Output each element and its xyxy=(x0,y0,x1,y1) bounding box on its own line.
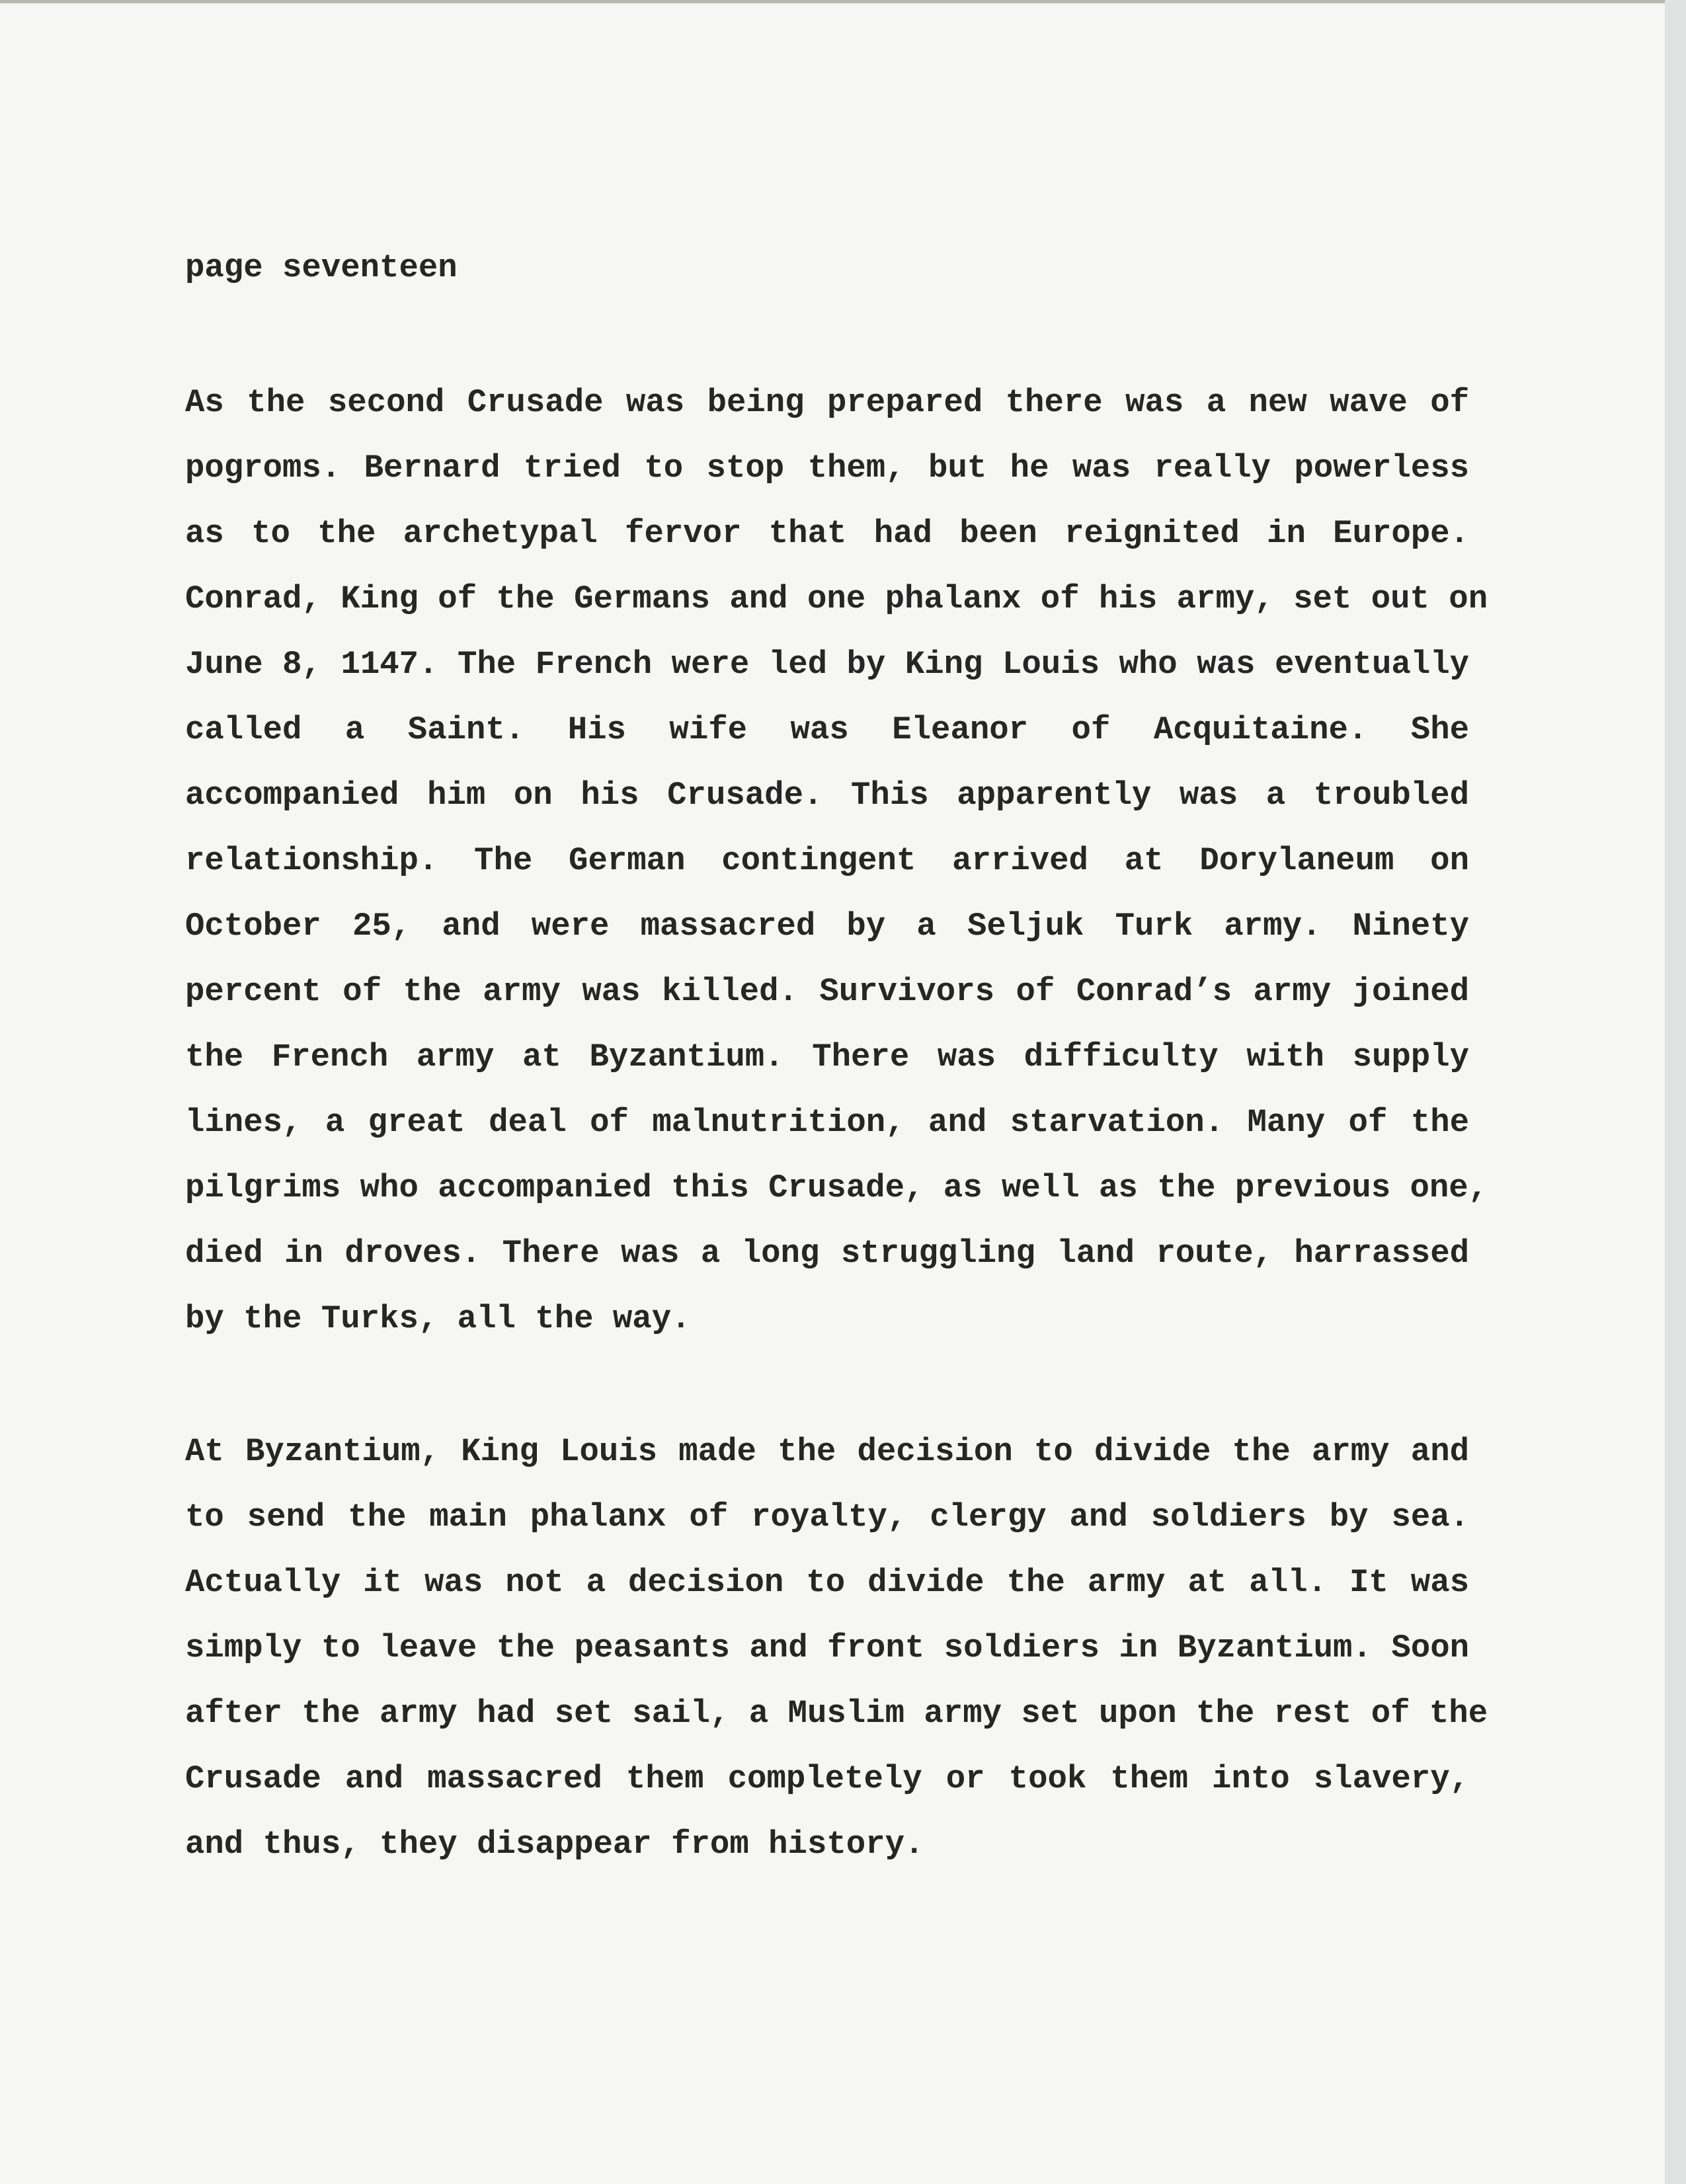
text-line: As the second Crusade was being prepared there was a new wave of xyxy=(185,384,1469,421)
page-header: page seventeen xyxy=(185,249,458,286)
text-line: and thus, they disappear from history. xyxy=(185,1826,924,1863)
text-line: simply to leave the peasants and front soldiers in Byzantium. Soon xyxy=(185,1629,1469,1666)
text-line: as to the archetypal fervor that had been reignited in Europe. xyxy=(185,515,1469,552)
text-line: pilgrims who accompanied this Crusade, as well as the previous one, xyxy=(185,1169,1488,1206)
text-line: At Byzantium, King Louis made the decision to divide the army and xyxy=(185,1433,1469,1470)
text-line: June 8, 1147. The French were led by King Louis who was eventually xyxy=(185,646,1469,683)
text-line: Crusade and massacred them completely or took them into slavery, xyxy=(185,1760,1469,1797)
text-line: the French army at Byzantium. There was difficulty with supply xyxy=(185,1038,1469,1075)
text-line: died in droves. There was a long struggling land route, harrassed xyxy=(185,1235,1469,1272)
paragraph-2 xyxy=(185,1419,1488,1877)
text-line: percent of the army was killed. Survivors of Conrad’s army joined xyxy=(185,973,1469,1010)
text-line: lines, a great deal of malnutrition, and starvation. Many of the xyxy=(185,1104,1469,1141)
text-line: Actually it was not a decision to divide the army at all. It was xyxy=(185,1564,1469,1601)
text-line: relationship. The German contingent arrived at Dorylaneum on xyxy=(185,842,1469,879)
text-line: by the Turks, all the way. xyxy=(185,1300,691,1337)
text-line: Conrad, King of the Germans and one phalanx of his army, set out on xyxy=(185,580,1488,617)
text-line: October 25, and were massacred by a Seljuk Turk army. Ninety xyxy=(185,908,1469,945)
paragraph-1 xyxy=(185,370,1488,1352)
text-line: accompanied him on his Crusade. This apparently was a troubled xyxy=(185,777,1469,814)
text-line: after the army had set sail, a Muslim army set upon the rest of the xyxy=(185,1695,1488,1732)
text-line: called a Saint. His wife was Eleanor of Acquitaine. She xyxy=(185,711,1469,748)
text-line: pogroms. Bernard tried to stop them, but he was really powerless xyxy=(185,449,1469,487)
text-line: to send the main phalanx of royalty, clergy and soldiers by sea. xyxy=(185,1499,1469,1536)
